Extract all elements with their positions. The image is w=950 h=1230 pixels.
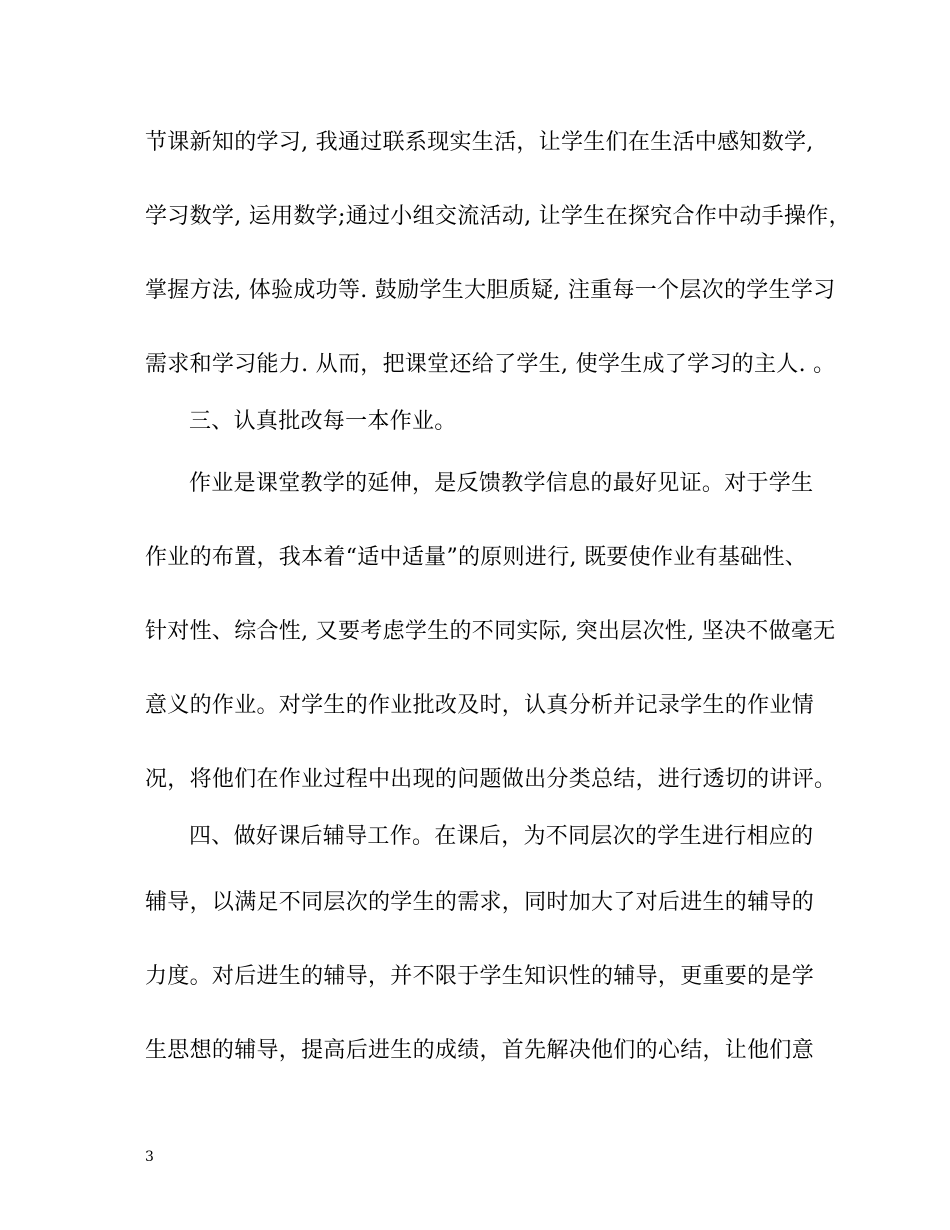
body-text-line: 辅导，以满足不同层次的学生的需求，同时加大了对后进生的辅导的	[145, 890, 815, 915]
section-heading: 三、认真批改每一本作业。	[189, 409, 457, 434]
body-text-line: 况，将他们在作业过程中出现的问题做出分类总结，进行透切的讲评。	[145, 767, 837, 792]
body-text-line: 意义的作业。对学生的作业批改及时，认真分析并记录学生的作业情	[145, 693, 815, 718]
body-text-line: 节课新知的学习, 我通过联系现实生活，让学生们在生活中感知数学,	[145, 130, 814, 155]
body-text-line: 掌握方法, 体验成功等. 鼓励学生大胆质疑, 注重每一个层次的学生学习	[145, 278, 836, 303]
section-heading: 四、做好课后辅导工作。在课后，为不同层次的学生进行相应的	[189, 824, 814, 849]
body-text-line: 作业是课堂教学的延伸，是反馈教学信息的最好见证。对于学生	[189, 471, 814, 496]
page-number: 3	[145, 1149, 154, 1165]
body-text-line: 针对性、综合性, 又要考虑学生的不同实际, 突出层次性, 坚决不做毫无	[145, 619, 836, 644]
body-text-line: 作业的布置，我本着“适中适量”的原则进行, 既要使作业有基础性、	[145, 545, 808, 570]
body-text-line: 需求和学习能力. 从而，把课堂还给了学生, 使学生成了学习的主人. 。	[145, 352, 836, 377]
body-text-line: 力度。对后进生的辅导，并不限于学生知识性的辅导，更重要的是学	[145, 964, 815, 989]
body-text-line: 生思想的辅导，提高后进生的成绩，首先解决他们的心结，让他们意	[145, 1038, 815, 1063]
body-text-line: 学习数学, 运用数学;通过小组交流活动, 让学生在探究合作中动手操作，	[145, 204, 851, 229]
